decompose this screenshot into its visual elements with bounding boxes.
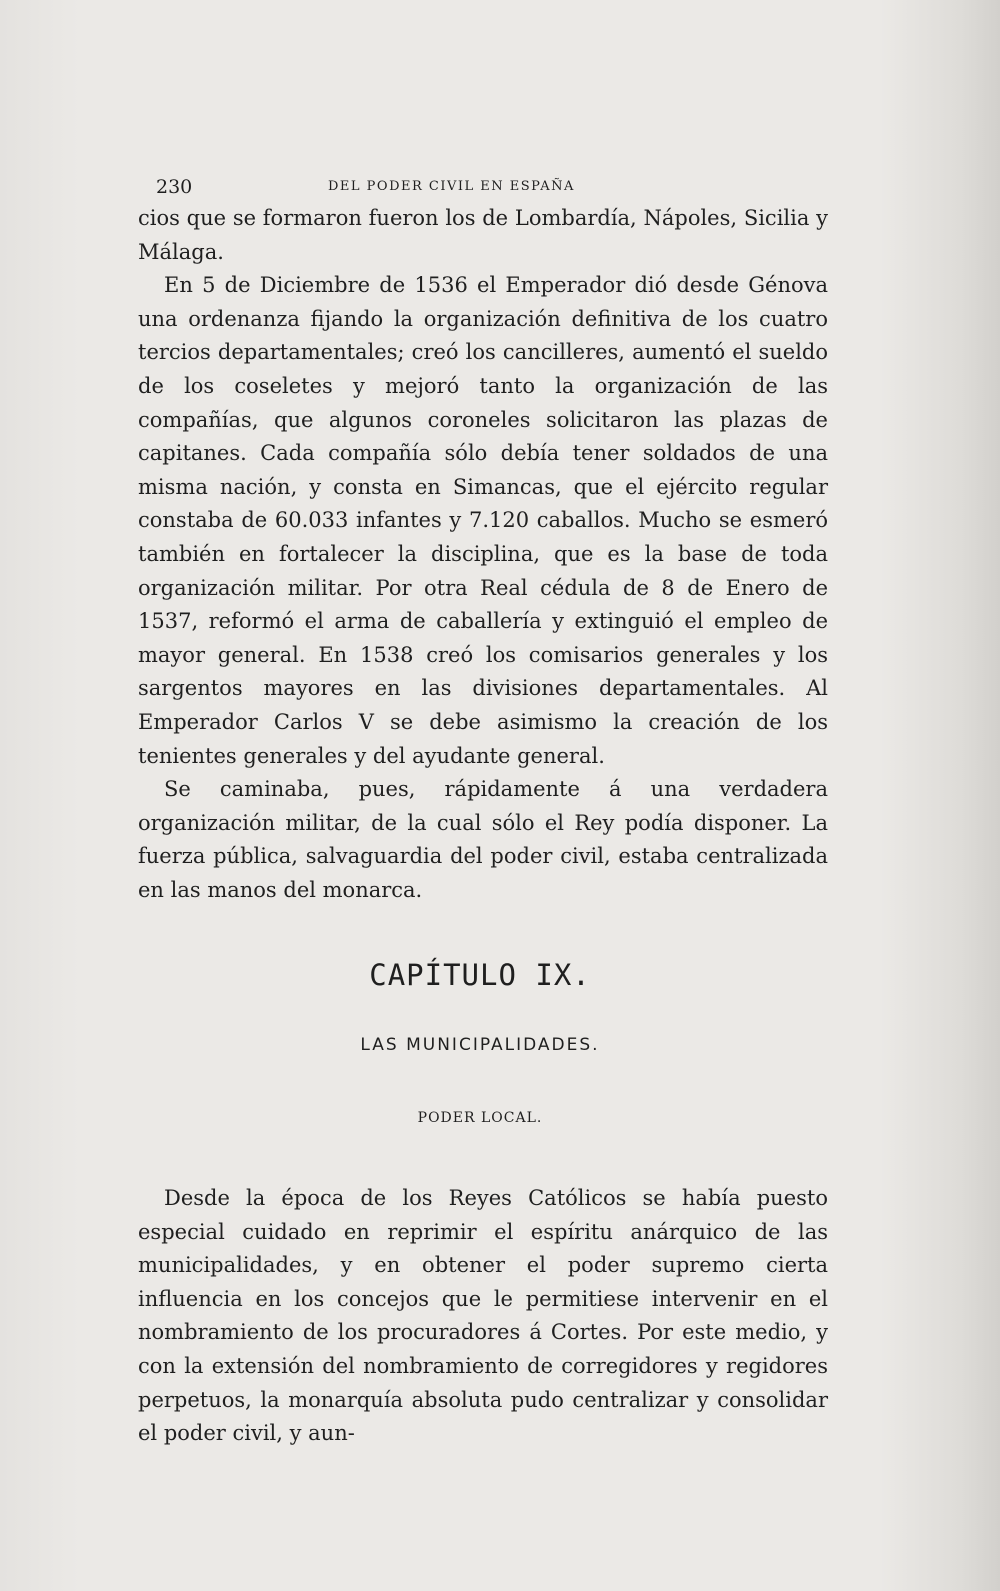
- running-title: DEL PODER CIVIL EN ESPAÑA: [328, 179, 575, 194]
- chapter-title: LAS MUNICIPALIDADES.: [360, 1035, 600, 1055]
- running-header: [138, 170, 828, 200]
- text-block-top: [138, 202, 828, 907]
- paragraph-ordenanza: En 5 de Diciembre de 1536 el Emperador dió desde Génova una ordenanza fijando la organización definitiva de los cuatro tercios departamentales; creó los cancilleres, aumentó el sueldo de los coseletes y mejoró tanto la organización de las compañías, que algunos coroneles solicitaron las plazas de capitanes. Cada compañía sólo debía tener soldados de una misma nación, y consta en Simancas, que el ejército regular constaba de 60.033 infantes y 7.120 caballos. Mucho se esmeró también en fortalecer la disciplina, que es la base de toda organización militar. Por otra Real cédula de 8 de Enero de 1537, reformó el arma de caballería y extinguió el empleo de mayor general. En 1538 creó los comisarios generales y los sargentos mayores en las divisiones departamentales. Al Emperador Carlos V se debe asimismo la creación de los tenientes generales y del ayudante general.: [138, 273, 828, 768]
- paragraph-organizacion-militar: Se caminaba, pues, rápidamente á una verdadera organización militar, de la cual sólo el Rey podía disponer. La fuerza pública, salvaguardia del poder civil, estaba centralizada en las manos del monarca.: [138, 777, 828, 902]
- paragraph-continuation: cios que se formaron fueron los de Lombardía, Nápoles, Sicilia y Málaga.: [138, 206, 828, 264]
- page-number: 230: [156, 176, 193, 198]
- text-block-bottom: [138, 1182, 828, 1451]
- chapter-heading: CAPÍTULO IX.: [369, 958, 591, 992]
- paragraph-reyes-catolicos: Desde la época de los Reyes Católicos se había puesto especial cuidado en reprimir el espíritu anárquico de las municipalidades, y en obtener el poder supremo cierta influencia en los concejos que le permitiese intervenir en el nombramiento de los procuradores á Cortes. Por este medio, y con la extensión del nombramiento de corregidores y regidores perpetuos, la monarquía absoluta pudo centralizar y consolidar el poder civil, y aun-: [138, 1186, 828, 1446]
- chapter-subtitle: PODER LOCAL.: [417, 1110, 543, 1126]
